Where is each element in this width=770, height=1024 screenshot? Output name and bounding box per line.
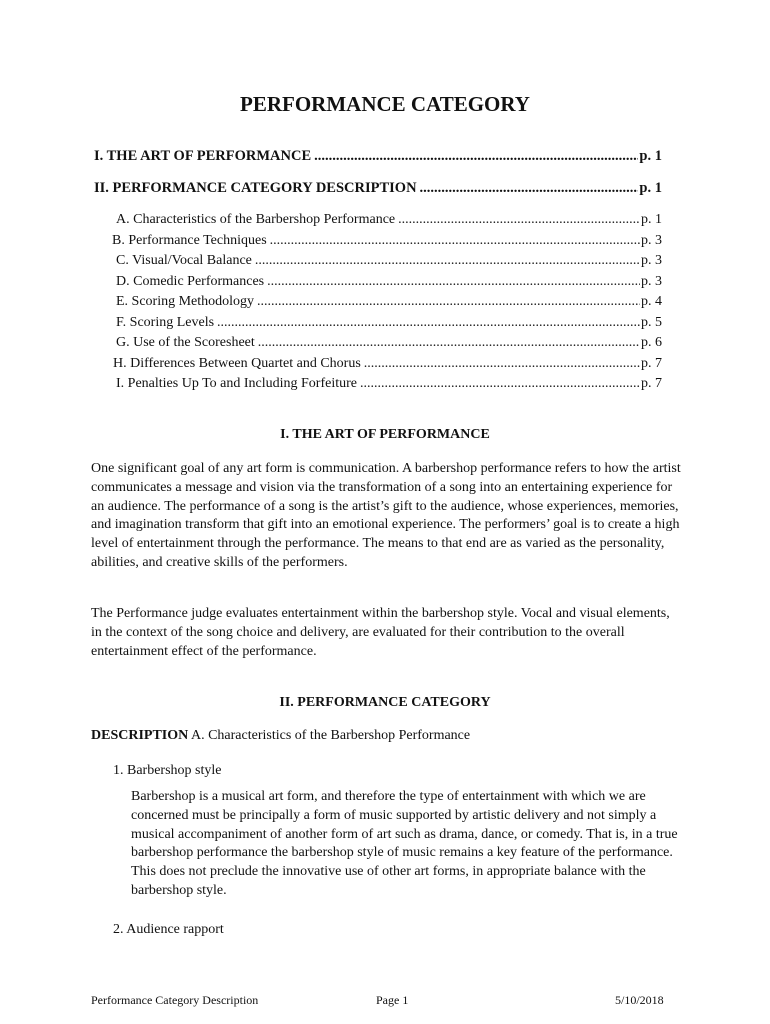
table-of-contents bbox=[94, 148, 662, 397]
toc-entry-page: p. 1 bbox=[639, 148, 662, 164]
description-line bbox=[91, 728, 470, 744]
page-title: PERFORMANCE CATEGORY bbox=[240, 92, 530, 116]
toc-entry[interactable] bbox=[94, 376, 662, 397]
toc-entry-page: p. 3 bbox=[641, 253, 662, 268]
toc-entry-page: p. 5 bbox=[641, 314, 662, 330]
footer-page-number: Page 1 bbox=[376, 993, 409, 1007]
toc-entry-page: p. 4 bbox=[641, 294, 662, 309]
toc-entry[interactable] bbox=[94, 315, 662, 336]
toc-entry-label: B. Performance Techniques bbox=[112, 232, 267, 248]
toc-entry-label: C. Visual/Vocal Balance bbox=[116, 253, 252, 268]
toc-entry[interactable] bbox=[94, 294, 662, 315]
toc-entry-label: I. Penalties Up To and Including Forfeiture bbox=[116, 376, 357, 391]
footer-date: 5/10/2018 bbox=[615, 993, 664, 1007]
section-heading-art-of-performance: I. THE ART OF PERFORMANCE bbox=[280, 427, 490, 442]
section-heading-performance-category: II. PERFORMANCE CATEGORY bbox=[279, 695, 491, 710]
toc-entry-label: F. Scoring Levels bbox=[116, 314, 215, 330]
paragraph-communication: One significant goal of any art form is communication. A barbershop performance refers to how the artist communicates a message and vision via the transformation of a song into an entertaining experience for an audience. The performance of a song is the artist’s gift to the audience, whose experiences, memories, and imagination transform that gift into an emotional experience. The performers’ goal is to create a high level of entertainment through the performance. The means to that end are as varied as the personality, abilities, and creative skills of the performers. bbox=[91, 461, 681, 570]
toc-leader-dots bbox=[270, 233, 640, 249]
toc-entry-label: E. Scoring Methodology bbox=[116, 294, 255, 309]
toc-entry[interactable] bbox=[94, 274, 662, 295]
toc-leader-dots bbox=[258, 335, 640, 351]
toc-entry-page: p. 7 bbox=[641, 376, 662, 391]
toc-leader-dots bbox=[257, 294, 640, 310]
toc-entry-label: G. Use of the Scoresheet bbox=[116, 335, 255, 350]
toc-leader-dots bbox=[398, 212, 640, 228]
toc-leader-dots bbox=[314, 148, 638, 165]
toc-leader-dots bbox=[267, 274, 640, 290]
toc-entry-label: D. Comedic Performances bbox=[116, 273, 265, 289]
toc-entry[interactable] bbox=[94, 335, 662, 356]
footer-document-title: Performance Category Description bbox=[91, 993, 259, 1007]
list-item-audience-rapport: 2. Audience rapport bbox=[113, 922, 224, 937]
paragraph-performance-judge: The Performance judge evaluates entertainment within the barbershop style. Vocal and visual elements, in the context of the song choice and delivery, are evaluated for their contribution to the overall entertainment effect of the performance. bbox=[91, 606, 670, 659]
barbershop-style-body: Barbershop is a musical art form, and therefore the type of entertainment with which we are concerned must be principally a form of music supported by artistic delivery and not simply a musical accompaniment of another form of art such as drama, dance, or comedy. That is, in a true barbershop performance the barbershop style of music remains a key feature of the performance. This does not preclude the innovative use of other art forms, in appropriate balance with the barbershop style. bbox=[131, 789, 678, 898]
toc-entry[interactable] bbox=[94, 356, 662, 377]
toc-entry-page: p. 1 bbox=[641, 212, 662, 227]
toc-entry-label: H. Differences Between Quartet and Chorus bbox=[113, 355, 361, 371]
list-item-barbershop-style: 1. Barbershop style bbox=[113, 763, 222, 778]
description-bold: DESCRIPTION bbox=[91, 728, 189, 743]
toc-leader-dots bbox=[420, 180, 639, 197]
toc-entry[interactable] bbox=[94, 253, 662, 274]
toc-entry[interactable] bbox=[94, 233, 662, 254]
toc-entry-page: p. 3 bbox=[641, 232, 662, 248]
toc-entry[interactable] bbox=[94, 180, 662, 212]
toc-entry-page: p. 7 bbox=[641, 355, 662, 371]
toc-leader-dots bbox=[364, 356, 640, 372]
toc-entry[interactable] bbox=[94, 212, 662, 233]
toc-entry-page: p. 3 bbox=[641, 273, 662, 289]
toc-leader-dots bbox=[360, 376, 640, 392]
toc-entry[interactable] bbox=[94, 148, 662, 180]
toc-entry-page: p. 6 bbox=[641, 335, 662, 350]
toc-leader-dots bbox=[255, 253, 640, 269]
description-subtitle: A. Characteristics of the Barbershop Performance bbox=[188, 728, 471, 743]
toc-leader-dots bbox=[217, 315, 640, 331]
toc-entry-label: A. Characteristics of the Barbershop Performance bbox=[116, 212, 396, 227]
toc-entry-label: I. THE ART OF PERFORMANCE bbox=[94, 148, 312, 164]
toc-entry-page: p. 1 bbox=[639, 180, 662, 196]
toc-entry-label: II. PERFORMANCE CATEGORY DESCRIPTION bbox=[94, 180, 417, 196]
